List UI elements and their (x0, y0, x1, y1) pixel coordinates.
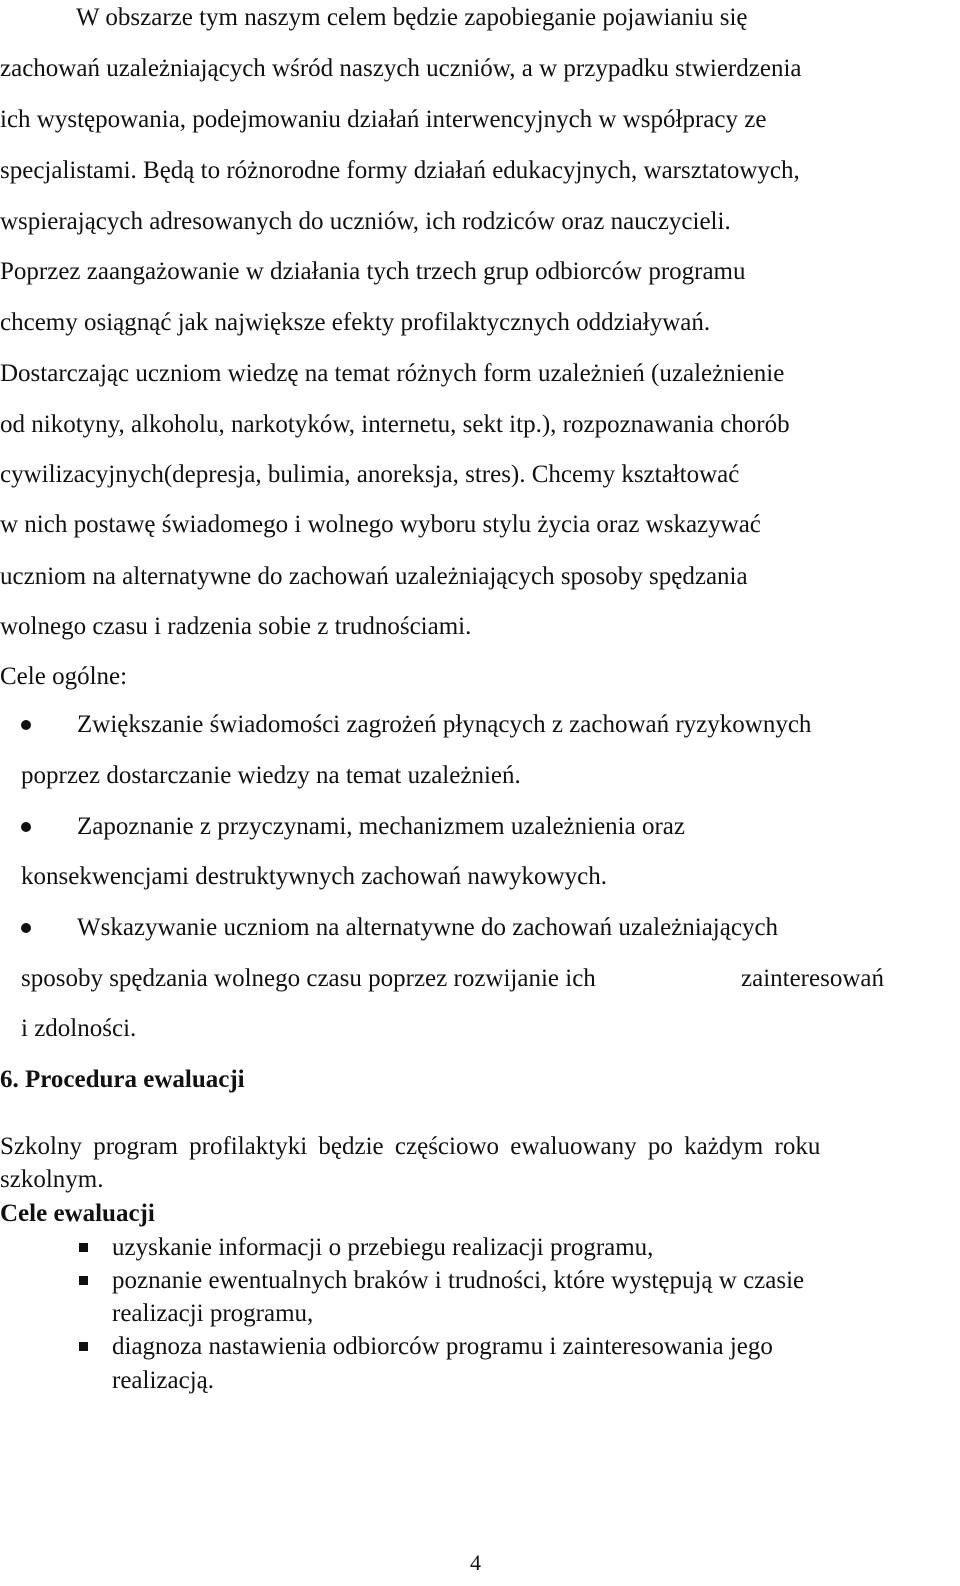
goal-item-line: konsekwencjami destruktywnych zachowań nawykowych. (21, 863, 607, 890)
paragraph-line: zachowań uzależniających wśród naszych uczniów, a w przypadku stwierdzenia (0, 55, 802, 82)
goal-item-line: Wskazywanie uczniom na alternatywne do zachowań uzależniających (77, 914, 779, 941)
paragraph-line: od nikotyny, alkoholu, narkotyków, internetu, sekt itp.), rozpoznawania chorób (0, 411, 790, 438)
evaluation-paragraph-line: szkolnym. (0, 1166, 104, 1193)
section-heading: 6. Procedura ewaluacji (0, 1066, 245, 1093)
paragraph-line: chcemy osiągnąć jak największe efekty profilaktycznych oddziaływań. (0, 309, 711, 336)
paragraph-line: Poprzez zaangażowanie w działania tych trzech grup odbiorców programu (0, 258, 746, 285)
evaluation-goal-line: poznanie ewentualnych braków i trudności, które występują w czasie (112, 1267, 805, 1294)
bullet-dot-icon (21, 720, 31, 730)
paragraph-line: ich występowania, podejmowaniu działań interwencyjnych w współpracy ze (0, 106, 767, 133)
square-bullet-icon (79, 1243, 88, 1252)
bullet-dot-icon (21, 923, 31, 933)
paragraph-line: w nich postawę świadomego i wolnego wyboru stylu życia oraz wskazywać (0, 511, 761, 538)
evaluation-goal-line: realizacją. (112, 1367, 214, 1394)
evaluation-goal-line: uzyskanie informacji o przebiegu realizacji programu, (112, 1234, 654, 1261)
goal-item-line: i zdolności. (21, 1015, 137, 1042)
paragraph-line: W obszarze tym naszym celem będzie zapobieganie pojawianiu się (76, 4, 748, 31)
evaluation-paragraph-line: Szkolny program profilaktyki będzie częściowo ewaluowany po każdym roku (0, 1133, 821, 1160)
goals-heading: Cele ogólne: (0, 663, 128, 690)
goal-item-line: sposoby spędzania wolnego czasu poprzez rozwijanie ich (21, 965, 596, 992)
paragraph-line: wolnego czasu i radzenia sobie z trudnościami. (0, 613, 472, 640)
goal-item-line: Zwiększanie świadomości zagrożeń płynących z zachowań ryzykownych (77, 711, 812, 738)
goal-item-line: Zapoznanie z przyczynami, mechanizmem uzależnienia oraz (77, 813, 685, 840)
goal-item-line: poprzez dostarczanie wiedzy na temat uzależnień. (21, 762, 521, 789)
paragraph-line: cywilizacyjnych(depresja, bulimia, anoreksja, stres). Chcemy kształtować (0, 461, 740, 488)
square-bullet-icon (79, 1276, 88, 1285)
paragraph-line: wspierających adresowanych do uczniów, ich rodziców oraz nauczycieli. (0, 208, 731, 235)
evaluation-goal-line: realizacji programu, (112, 1300, 314, 1327)
goal-item-line: zainteresowań (741, 965, 884, 992)
paragraph-line: uczniom na alternatywne do zachowań uzależniających sposoby spędzania (0, 563, 748, 590)
evaluation-goal-line: diagnoza nastawienia odbiorców programu i zainteresowania jego (112, 1333, 773, 1360)
paragraph-line: specjalistami. Będą to różnorodne formy działań edukacyjnych, warsztatowych, (0, 157, 800, 184)
evaluation-goals-heading: Cele ewaluacji (0, 1200, 155, 1227)
bullet-dot-icon (21, 822, 31, 832)
square-bullet-icon (79, 1342, 88, 1351)
paragraph-line: Dostarczając uczniom wiedzę na temat różnych form uzależnień (uzależnienie (0, 360, 785, 387)
page-number: 4 (470, 1550, 481, 1575)
